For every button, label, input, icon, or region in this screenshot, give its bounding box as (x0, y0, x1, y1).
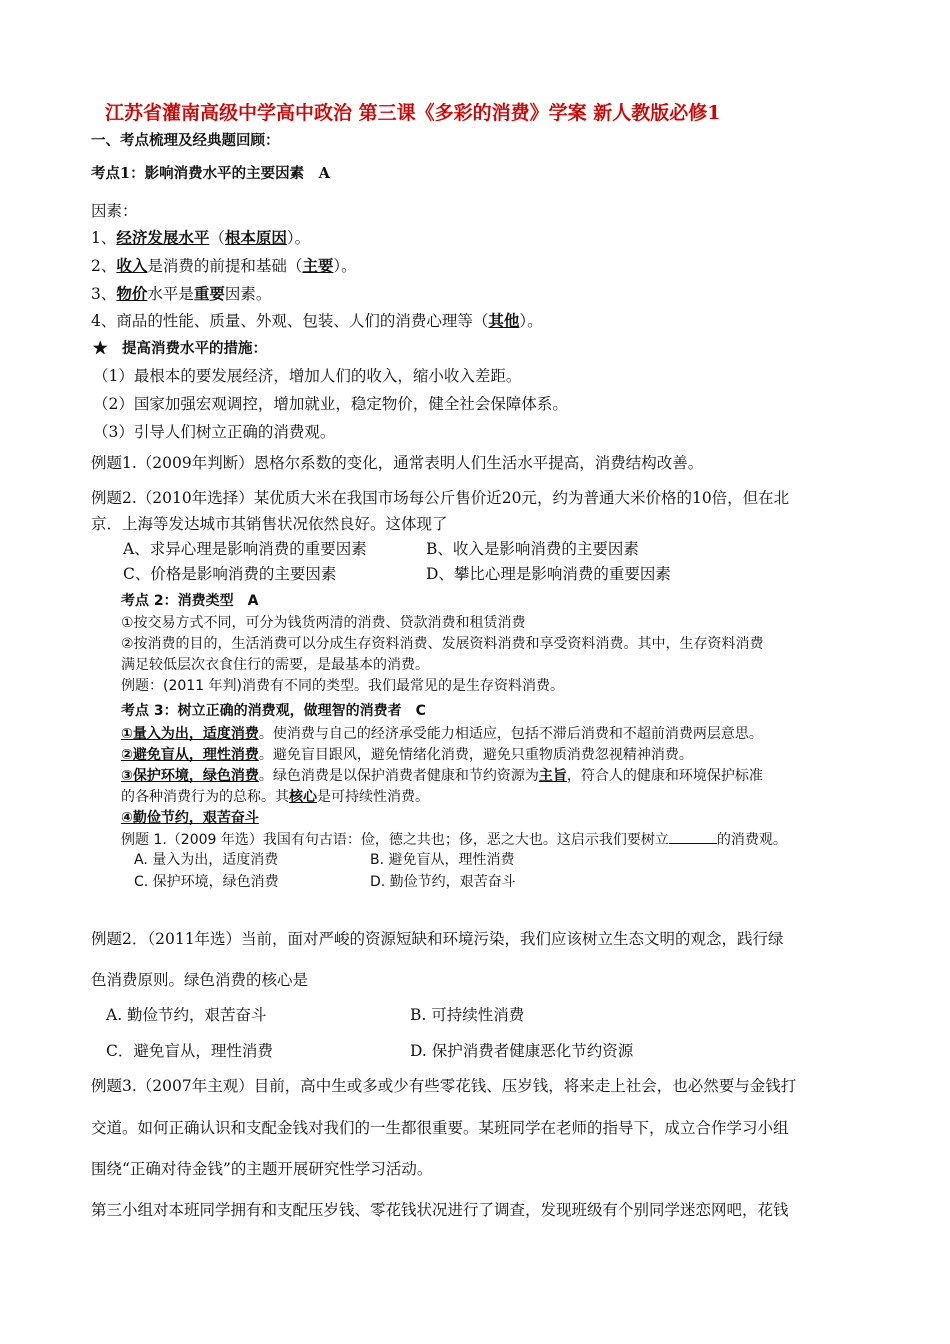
example-2b-option-a: A. 勤俭节约，艰苦奋斗 (106, 1006, 267, 1024)
factor-2-key: 收入 (116, 256, 148, 275)
example-3-line4: 第三小组对本班同学拥有和支配压岁钱、零花钱状况进行了调查，发现班级有个别同学迷恋网吧，花钱 (91, 1201, 789, 1219)
kp3-concept-3b-text2: 是可持续性消费。 (317, 789, 429, 805)
kp3-concept-2-text: 。避免盲目跟风，避免情绪化消费，避免只重物质消费忽视精神消费。 (258, 747, 693, 763)
measure-1: （1）最根本的要发展经济，增加人们的收入，缩小收入差距。 (93, 367, 522, 385)
example-1: 例题1.（2009年判断）恩格尔系数的变化，通常表明人们生活水平提高，消费结构改善。 (91, 454, 704, 472)
kp3-concept-3-text: 。绿色消费是以保护消费者健康和节约资源为 (258, 768, 539, 784)
factors-label: 因素： (91, 202, 138, 220)
kp2-example: 例题：(2011 年判)消费有不同的类型。我们最常见的是生存资料消费。 (121, 678, 565, 694)
kp3-concept-3b-text: 的各种消费行为的总称。其 (121, 789, 289, 805)
example-3-line3: 围绕“正确对待金钱”的主题开展研究性学习活动。 (91, 1160, 433, 1178)
example-2b-line2: 色消费原则。绿色消费的核心是 (91, 971, 309, 989)
answer-blank (669, 829, 717, 844)
factor-1 (91, 228, 310, 248)
kp3-concept-3-key: ③保护环境，绿色消费 (121, 768, 259, 784)
page-title: 江苏省灌南高级中学高中政治 第三课《多彩的消费》学案 新人教版必修1 (105, 102, 721, 124)
kp3-concept-3b-highlight: 核心 (289, 789, 317, 805)
kp2-point-2b: 满足较低层次衣食住行的需要，是最基本的消费。 (121, 657, 429, 673)
kp3-option-b: B. 避免盲从，理性消费 (370, 852, 515, 868)
kp3-concept-3-text2: ，符合人的健康和环境保护标准 (566, 768, 763, 784)
measure-3: （3）引导人们树立正确的消费观。 (93, 423, 336, 441)
factor-4-note: 其他 (488, 311, 520, 330)
section-heading: 一、考点梳理及经典题回顾： (91, 132, 280, 149)
example-2-option-a: A、求异心理是影响消费的重要因素 (123, 540, 367, 558)
example-2b-line1: 例题2．（2011年选）当前，面对严峻的资源短缺和环境污染，我们应该树立生态文明的观念，践行绿 (91, 930, 784, 948)
kp3-example-1 (121, 829, 787, 850)
kp2-point-1: ①按交易方式不同，可分为钱货两清的消费、贷款消费和租赁消费 (121, 615, 526, 631)
factor-4 (91, 311, 543, 331)
kp2-heading: 考点 2：消费类型 A (121, 593, 259, 609)
kp3-concept-4: ④勤俭节约，艰苦奋斗 (121, 810, 259, 826)
example-3-line1: 例题3.（2007年主观）目前，高中生或多或少有些零花钱、压岁钱，将来走上社会，也必然要与金钱打 (91, 1077, 797, 1095)
example-2b-option-d: D. 保护消费者健康恶化节约资源 (410, 1042, 634, 1060)
measures-heading: ★ 提高消费水平的措施： (93, 340, 267, 357)
factor-1-note: 根本原因 (224, 228, 287, 247)
factor-2-note: 主要 (302, 256, 334, 275)
kp3-concept-3b (121, 787, 429, 807)
factor-1-key: 经济发展水平 (116, 228, 210, 247)
kp3-example-1-end: 的消费观。 (716, 832, 787, 848)
factor-1-text: （ (209, 229, 225, 247)
kp3-concept-1-key: ①量入为出，适度消费 (121, 726, 259, 742)
factor-3-note: 重要 (193, 284, 225, 303)
example-2-option-c: C、价格是影响消费的主要因素 (123, 565, 337, 583)
kp3-heading: 考点 3：树立正确的消费观，做理智的消费者 C (121, 703, 426, 719)
factor-2-end: ）。 (333, 257, 357, 275)
kp3-concept-1-text: 。使消费与自己的经济承受能力相适应，包括不滞后消费和不超前消费两层意思。 (258, 726, 763, 742)
kp3-example-1-text: 例题 1.（2009 年选）我国有句古语：俭，德之共也；侈，恶之大也。这启示我们要树立 (121, 832, 669, 848)
kp3-concept-3-highlight: 主旨 (538, 768, 567, 784)
factor-3-key: 物价 (116, 284, 148, 303)
kp3-concept-1 (121, 724, 763, 744)
factor-3-num: 3、 (91, 285, 117, 303)
example-2-option-d: D、攀比心理是影响消费的重要因素 (426, 565, 671, 583)
kp3-concept-2-key: ②避免盲从，理性消费 (121, 747, 259, 763)
factor-3 (91, 284, 271, 304)
factor-1-end: ）。 (286, 229, 311, 247)
factor-1-num: 1、 (91, 229, 117, 247)
kp3-option-a: A. 量入为出，适度消费 (134, 852, 279, 868)
example-2-line2: 京．上海等发达城市其销售状况依然良好。这体现了 (91, 515, 448, 533)
factor-3-text: 水平是 (147, 285, 194, 303)
example-2b-option-b: B. 可持续性消费 (410, 1006, 525, 1024)
example-2-option-b: B、收入是影响消费的主要因素 (426, 540, 639, 558)
factor-4-end: ）。 (519, 312, 543, 330)
factor-2-num: 2、 (91, 257, 117, 275)
kp3-option-d: D. 勤俭节约，艰苦奋斗 (370, 874, 516, 890)
measure-2: （2）国家加强宏观调控，增加就业，稳定物价，健全社会保障体系。 (93, 395, 568, 413)
example-2b-option-c: C．避免盲从，理性消费 (106, 1042, 273, 1060)
kp3-concept-2 (121, 745, 693, 765)
factor-2 (91, 256, 357, 276)
kp2-point-2a: ②按消费的目的，生活消费可以分成生存资料消费、发展资料消费和享受资料消费。其中，生存资料消费 (121, 636, 764, 652)
kp3-concept-3 (121, 766, 763, 786)
factor-2-text: 是消费的前提和基础（ (147, 257, 303, 275)
kp3-option-c: C. 保护环境，绿色消费 (134, 874, 279, 890)
example-2-line1: 例题2.（2010年选择）某优质大米在我国市场每公斤售价近20元，约为普通大米价格的10倍，但在北 (91, 489, 790, 507)
kp1-heading: 考点1：影响消费水平的主要因素 A (91, 165, 330, 182)
example-3-line2: 交道。如何正确认识和支配金钱对我们的一生都很重要。某班同学在老师的指导下，成立合作学习小组 (91, 1119, 789, 1137)
factor-4-text: 4、商品的性能、质量、外观、包装、人们的消费心理等（ (91, 312, 489, 330)
factor-3-end: 因素。 (224, 285, 272, 303)
